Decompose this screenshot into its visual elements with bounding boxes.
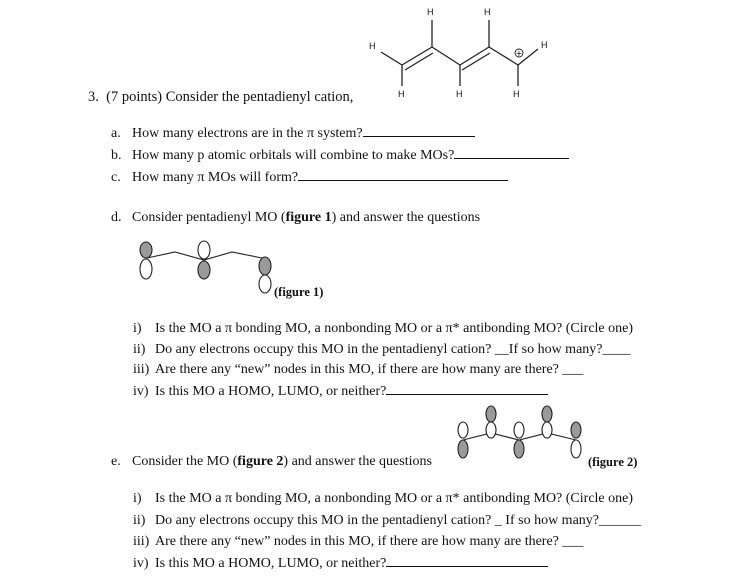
p-orbital-lobe	[542, 422, 552, 438]
part-letter: e.	[111, 454, 121, 469]
p-orbital-lobe	[514, 422, 524, 438]
answer-blank[interactable]	[386, 555, 548, 567]
part-a-text: How many electrons are in the π system?	[132, 126, 363, 141]
hydrogen-label: H	[513, 89, 520, 99]
hydrogen-label: H	[456, 89, 463, 99]
item-text: Do any electrons occupy this MO in the pentadienyl cation? __If so how many?____	[155, 342, 631, 357]
part-e-text-after: ) and answer the questions	[283, 454, 432, 469]
figure-2-label: (figure 2)	[588, 455, 638, 469]
figure-1-label: (figure 1)	[274, 285, 324, 299]
part-e-item-iii	[133, 534, 583, 550]
item-number: iv)	[133, 384, 149, 399]
p-orbital-lobe	[571, 422, 581, 438]
part-e	[111, 454, 432, 470]
part-e-text-before: Consider the MO (	[132, 454, 238, 469]
p-orbital-lobe	[458, 440, 468, 458]
hydrogen-label: H	[369, 41, 376, 51]
p-orbital-lobe	[486, 422, 496, 438]
item-number: ii)	[133, 513, 146, 528]
part-d-figure-ref: figure 1	[285, 210, 332, 225]
part-e-item-iv	[133, 555, 548, 572]
hydrogen-label: H	[427, 7, 434, 17]
item-text: Do any electrons occupy this MO in the pentadienyl cation? _ If so how many?______	[155, 513, 641, 528]
hydrogen-label: H	[541, 40, 548, 50]
part-d-text-after: ) and answer the questions	[331, 210, 481, 225]
item-text: Are there any “new” nodes in this MO, if there are how many are there? ___	[155, 362, 584, 377]
p-orbital-lobe	[486, 406, 496, 422]
part-d-text-before: Consider pentadienyl MO (	[132, 210, 286, 225]
item-number: iii)	[133, 534, 150, 549]
svg-text:+: +	[515, 49, 523, 58]
item-number: iv)	[133, 556, 149, 571]
item-text: Are there any “new” nodes in this MO, if there are how many are there? ___	[155, 534, 584, 549]
part-letter: d.	[111, 210, 122, 225]
item-number: i)	[133, 321, 142, 336]
question-text: (7 points) Consider the pentadienyl cation,	[106, 89, 354, 105]
item-text: Is the MO a π bonding MO, a nonbonding MO or a π* antibonding MO? (Circle one)	[155, 321, 634, 336]
p-orbital-lobe	[571, 440, 581, 458]
part-letter: a.	[111, 126, 121, 141]
item-number: iii)	[133, 362, 150, 377]
item-number: i)	[133, 491, 142, 506]
part-letter: c.	[111, 170, 121, 185]
part-e-item-i	[133, 491, 633, 507]
p-orbital-lobe	[514, 440, 524, 458]
part-b-text: How many p atomic orbitals will combine to make MOs?	[132, 148, 455, 163]
part-e-item-ii	[133, 513, 641, 529]
item-text: Is this MO a HOMO, LUMO, or neither?	[155, 384, 387, 399]
hydrogen-label: H	[398, 89, 405, 99]
part-letter: b.	[111, 148, 122, 163]
part-e-figure-ref: figure 2	[237, 454, 284, 469]
item-text: Is the MO a π bonding MO, a nonbonding MO or a π* antibonding MO? (Circle one)	[155, 491, 634, 506]
p-orbital-lobe	[542, 406, 552, 422]
question-number: 3.	[88, 89, 99, 105]
item-number: ii)	[133, 342, 146, 357]
hydrogen-label: H	[484, 7, 491, 17]
part-c-text: How many π MOs will form?	[132, 170, 299, 185]
item-text: Is this MO a HOMO, LUMO, or neither?	[155, 556, 387, 571]
p-orbital-lobe	[458, 422, 468, 438]
